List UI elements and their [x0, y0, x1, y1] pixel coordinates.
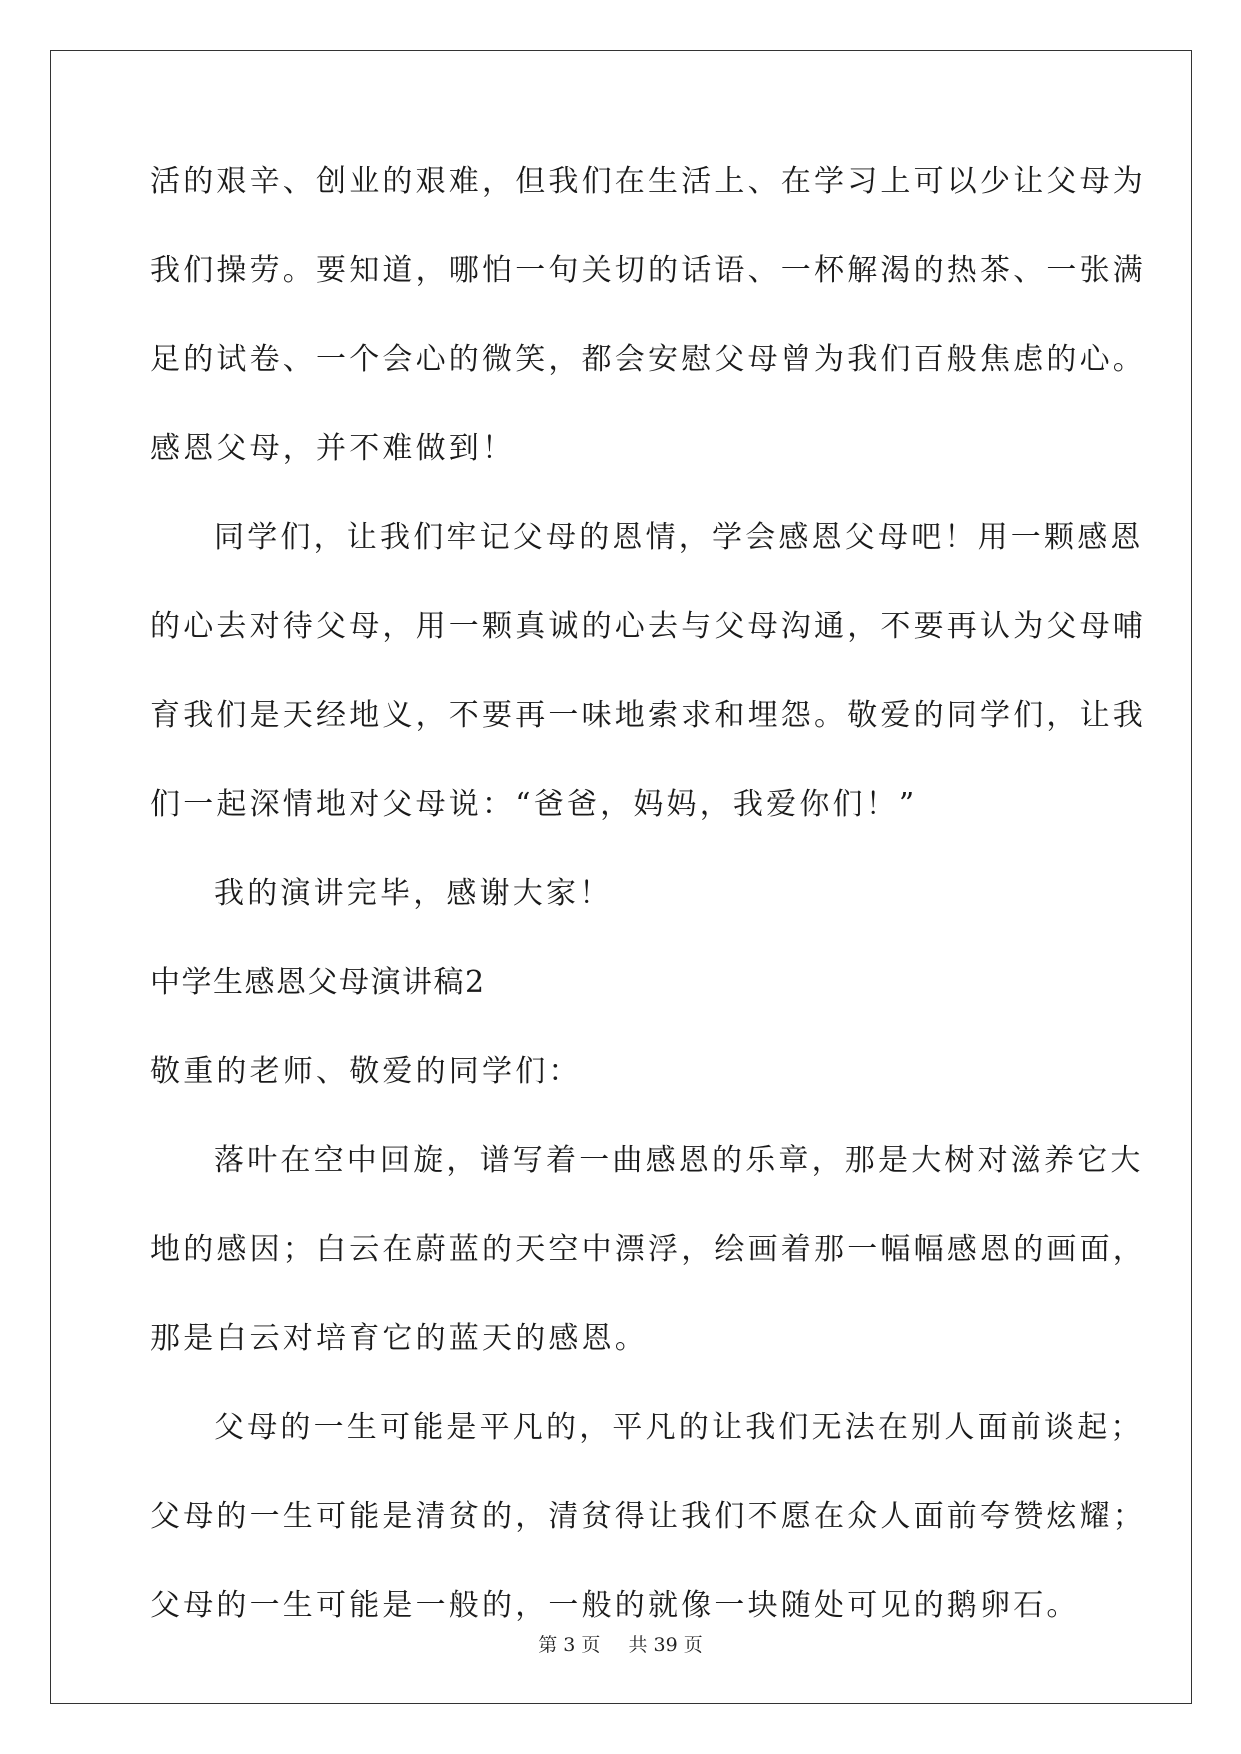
text-line: 我们操劳。要知道，哪怕一句关切的话语、一杯解渴的热茶、一张满 — [150, 253, 1146, 288]
paragraph-start-line: 父母的一生可能是平凡的，平凡的让我们无法在别人面前谈起； — [214, 1410, 1144, 1445]
text-line: 那是白云对培育它的蓝天的感恩。 — [150, 1321, 648, 1356]
text-line: 父母的一生可能是清贫的，清贫得让我们不愿在众人面前夸赞炫耀； — [150, 1499, 1146, 1534]
text-line: 的心去对待父母，用一颗真诚的心去与父母沟通，不要再认为父母哺 — [150, 609, 1146, 644]
paragraph-start-line: 同学们，让我们牢记父母的恩情，学会感恩父母吧！用一颗感恩 — [214, 520, 1144, 555]
text-line: 活的艰辛、创业的艰难，但我们在生活上、在学习上可以少让父母为 — [150, 164, 1146, 199]
page-number: 第 3 页 — [538, 1634, 601, 1656]
text-line: 感恩父母，并不难做到！ — [150, 431, 516, 466]
page-footer — [0, 1630, 1241, 1657]
text-line: 足的试卷、一个会心的微笑，都会安慰父母曾为我们百般焦虑的心。 — [150, 342, 1146, 377]
paragraph-start-line: 我的演讲完毕，感谢大家！ — [214, 876, 613, 911]
text-line: 们一起深情地对父母说：“爸爸，妈妈，我爱你们！” — [150, 787, 918, 822]
section-heading: 中学生感恩父母演讲稿2 — [150, 965, 486, 1000]
page-total: 共 39 页 — [628, 1634, 703, 1656]
document-body — [150, 162, 1146, 1675]
paragraph-start-line: 落叶在空中回旋，谱写着一曲感恩的乐章，那是大树对滋养它大 — [214, 1143, 1144, 1178]
salutation-line: 敬重的老师、敬爱的同学们： — [150, 1054, 582, 1089]
text-line: 父母的一生可能是一般的，一般的就像一块随处可见的鹅卵石。 — [150, 1588, 1080, 1623]
text-line: 育我们是天经地义，不要再一味地索求和埋怨。敬爱的同学们，让我 — [150, 698, 1146, 733]
text-line: 地的感因；白云在蔚蓝的天空中漂浮，绘画着那一幅幅感恩的画面， — [150, 1232, 1146, 1267]
